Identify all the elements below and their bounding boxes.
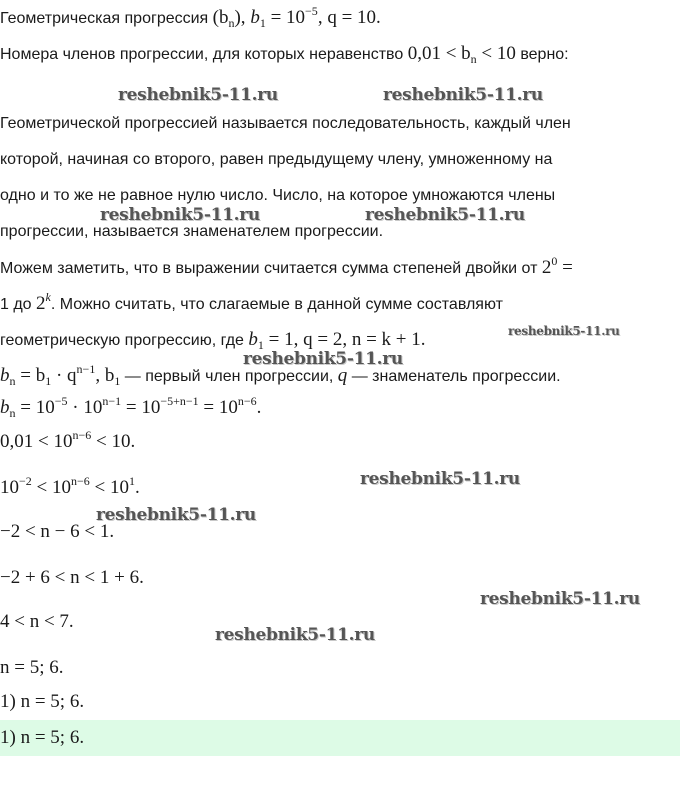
watermark: reshebnik5-11.ru xyxy=(118,85,278,105)
definition-line-4: прогрессии, называется знаменателем прогрессии. xyxy=(0,223,384,240)
calc-line-6: 4 < n < 7. xyxy=(0,611,74,632)
definition-line-3: одно и то же не равное нулю число. Число, на которое умножаются члены xyxy=(0,187,556,204)
problem-statement xyxy=(0,4,381,30)
question-suffix: верно: xyxy=(515,46,569,63)
calc-line-7: n = 5; 6. xyxy=(0,657,64,678)
answer-line: 1) n = 5; 6. xyxy=(0,691,85,712)
watermark: reshebnik5-11.ru xyxy=(383,85,543,105)
watermark: reshebnik5-11.ru xyxy=(100,205,260,225)
calc-line-2: $0,01 < 10^{n-6} < 10$. xyxy=(0,428,136,452)
note-line-3: геометрическую прогрессию, где $b_1 = 1$, q = 2, n = k + 1. xyxy=(0,329,426,352)
note-line-1: Можем заметить, что в выражении считается сумма степеней двойки от $2^0$ = xyxy=(0,254,573,278)
statement-text: Геометрическая прогрессия xyxy=(0,10,213,27)
watermark: reshebnik5-11.ru xyxy=(365,205,525,225)
question-math: $0,01 < b_n < 10$ xyxy=(407,43,516,66)
answer-highlight-text: 1) n = 5; 6. xyxy=(0,727,85,748)
formula-line: $b_n = b_1 \cdot q^{n-1}$, $b_1$ — первый член прогрессии, q — знаменатель прогрессии. xyxy=(0,362,561,388)
calc-line-3: $10^{-2} < 10^{n-6} < 10^1$. xyxy=(0,474,140,498)
question-text: Номера членов прогрессии, для которых неравенство xyxy=(0,46,408,63)
calc-line-1: $b_n = 10^{-5} \cdot 10^{n-1} = 10^{-5+n-1} = 10^{n-6}$. xyxy=(0,394,262,420)
watermark: reshebnik5-11.ru xyxy=(480,589,640,609)
watermark: reshebnik5-11.ru xyxy=(360,469,520,489)
watermark: reshebnik5-11.ru xyxy=(215,625,375,645)
statement-math: $(b_n)$, $b_1 = 10^{-5}$, q = 10. xyxy=(212,4,381,30)
definition-line-2: которой, начиная со второго, равен предыдущему члену, умноженному на xyxy=(0,151,553,168)
note-line-2: 1 до 2$^k$. Можно считать, что слагаемые в данной сумме составляют xyxy=(0,290,503,314)
calc-line-5: −2 + 6 < n < 1 + 6. xyxy=(0,567,144,588)
watermark: reshebnik5-11.ru xyxy=(96,505,256,525)
answer-highlight xyxy=(0,720,680,756)
watermark: reshebnik5-11.ru xyxy=(243,349,403,369)
calc-line-4: −2 < n − 6 < 1. xyxy=(0,521,115,542)
definition-line-1: Геометрической прогрессией называется последовательность, каждый член xyxy=(0,115,571,132)
question-line xyxy=(0,44,569,65)
watermark: reshebnik5-11.ru xyxy=(508,324,620,338)
